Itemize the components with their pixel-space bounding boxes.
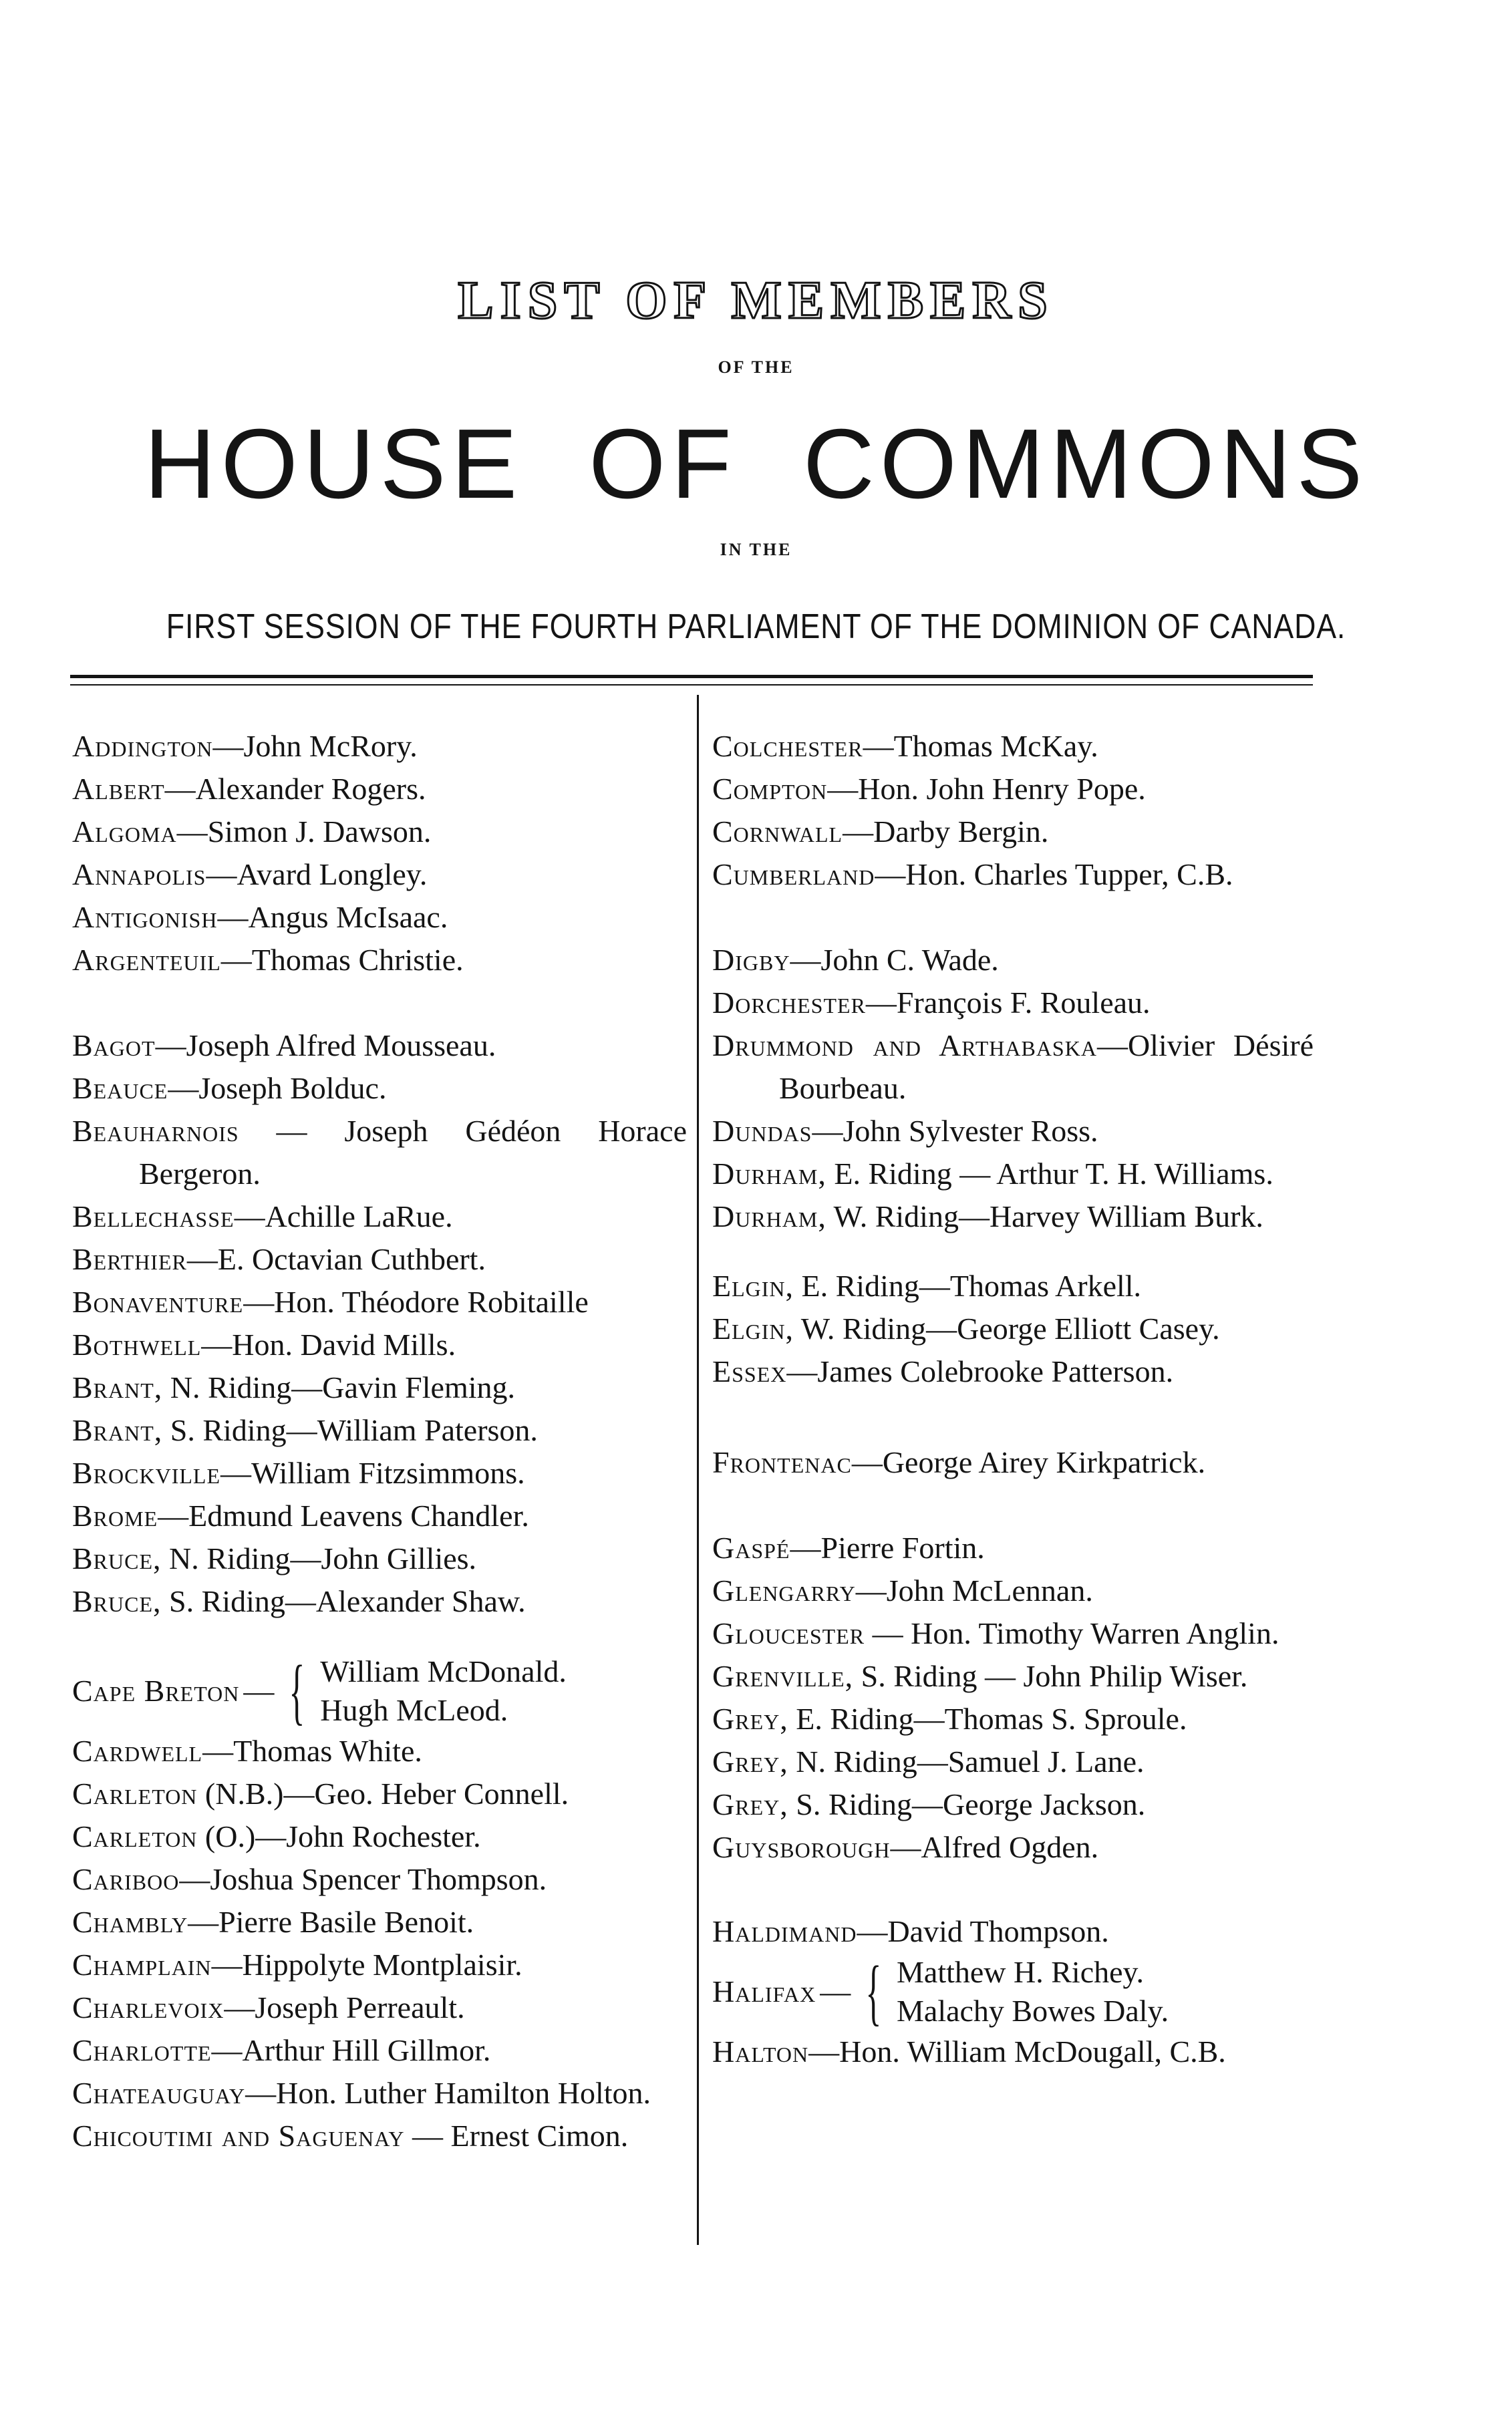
member-entry: [712, 1698, 1314, 1740]
constituency: Antigonish: [72, 900, 218, 934]
member-name: —Hon. John Henry Pope.: [827, 772, 1146, 806]
constituency: Albert: [72, 772, 165, 806]
constituency: Brant,: [72, 1370, 163, 1404]
title-house-of-commons: HOUSE OF COMMONS: [144, 409, 1368, 519]
member-entry: [72, 768, 687, 810]
member-entry: [72, 1366, 687, 1409]
member-entry: [712, 2030, 1314, 2073]
member-name: Malachy Bowes Daly.: [897, 1994, 1169, 2028]
member-name: —Pierre Basile Benoit.: [188, 1905, 474, 1939]
constituency: Dundas: [712, 1114, 812, 1148]
member-entry: [72, 1324, 687, 1366]
member-entry: [72, 1815, 687, 1858]
member-name: —Simon J. Dawson.: [176, 814, 432, 849]
double-rule-thin: [70, 684, 1313, 686]
constituency: Gaspé: [712, 1531, 790, 1565]
member-name: S. Riding—Alexander Shaw.: [161, 1584, 526, 1618]
member-name: —David Thompson.: [857, 1914, 1109, 1948]
constituency: Bothwell: [72, 1328, 202, 1362]
member-entry: [72, 896, 687, 939]
member-entry: [72, 1110, 687, 1195]
constituency: Cariboo: [72, 1862, 180, 1896]
member-name: E. Riding — Arthur T. H. Williams.: [826, 1157, 1273, 1191]
member-entry: [712, 1265, 1314, 1308]
member-name: —Achille LaRue.: [234, 1199, 453, 1233]
member-entry: [72, 1195, 687, 1238]
double-rule-thick: [70, 675, 1313, 678]
constituency: Colchester: [712, 729, 863, 763]
member-entry: [72, 1537, 687, 1580]
member-entry: [712, 1569, 1314, 1612]
member-name: E. Riding—Thomas S. Sproule.: [788, 1702, 1187, 1736]
member-name: —Olivier Désiré Bourbeau.: [779, 1028, 1314, 1105]
member-entry: [712, 1308, 1314, 1350]
member-name: —John C. Wade.: [790, 943, 999, 977]
member-name: —Joshua Spencer Thompson.: [179, 1862, 547, 1896]
member-name: —François F. Rouleau.: [865, 986, 1151, 1020]
constituency: Elgin,: [712, 1269, 794, 1303]
member-entry: [712, 853, 1314, 896]
member-name: —John Sylvester Ross.: [812, 1114, 1098, 1148]
member-name: W. Riding—George Elliott Casey.: [794, 1312, 1220, 1346]
member-name: —Hon. Luther Hamilton Holton.: [245, 2076, 651, 2110]
member-name: —Hon. David Mills.: [201, 1328, 456, 1362]
title-list-of-members: LIST OF MEMBERS: [458, 271, 1054, 330]
constituency: Charlevoix: [72, 1990, 224, 2024]
member-entry: [712, 1441, 1314, 1484]
constituency: Gloucester: [712, 1616, 865, 1650]
constituency: Cornwall: [712, 814, 843, 849]
constituency: Bellechasse: [72, 1199, 235, 1233]
section-gap: [712, 1393, 1314, 1441]
member-entry: [712, 1826, 1314, 1869]
member-name: —Hippolyte Montplaisir.: [211, 1948, 522, 1982]
member-entry: [72, 2115, 687, 2157]
member-name: —Pierre Fortin.: [790, 1531, 985, 1565]
constituency: Halifax: [712, 1974, 816, 2008]
member-name: —Joseph Perreault.: [224, 1990, 465, 2024]
section-gap: [712, 1869, 1314, 1910]
constituency: Bonaventure: [72, 1285, 244, 1319]
member-name: —Joseph Alfred Mousseau.: [155, 1028, 496, 1062]
constituency: Cape Breton: [72, 1674, 240, 1708]
constituency: Durham,: [712, 1157, 826, 1191]
member-name: —William Fitzsimmons.: [220, 1456, 525, 1490]
member-name: —Hon. Charles Tupper, C.B.: [875, 857, 1233, 891]
member-entry: [72, 1409, 687, 1452]
member-name: W. Riding—Harvey William Burk.: [826, 1199, 1263, 1233]
member-entry: [712, 1783, 1314, 1826]
section-gap: [72, 981, 687, 1024]
constituency: Carleton: [72, 1819, 198, 1853]
dash-glyph: —: [820, 1974, 851, 2008]
member-name: —Thomas McKay.: [863, 729, 1098, 763]
member-entry: [72, 1024, 687, 1067]
brace-glyph: {: [865, 1951, 882, 2032]
member-entry: [712, 1195, 1314, 1238]
constituency: Annapolis: [72, 857, 206, 891]
constituency: Compton: [712, 772, 828, 806]
section-gap: [712, 1238, 1314, 1265]
member-name: —Avard Longley.: [206, 857, 428, 891]
constituency: Digby: [712, 943, 790, 977]
constituency: Argenteuil: [72, 943, 221, 977]
constituency: Grey,: [712, 1787, 788, 1821]
constituency: Bruce,: [72, 1541, 162, 1575]
constituency: Grey,: [712, 1702, 788, 1736]
constituency: Essex: [712, 1354, 787, 1388]
member-name: (N.B.)—Geo. Heber Connell.: [197, 1777, 569, 1811]
member-name: (O.)—John Rochester.: [197, 1819, 481, 1853]
member-name: —Thomas White.: [202, 1734, 422, 1768]
dash-glyph: —: [243, 1674, 275, 1708]
member-entry: [712, 1024, 1314, 1110]
member-entry: [72, 2029, 687, 2072]
member-entry: [72, 725, 687, 768]
constituency: Grenville,: [712, 1659, 854, 1693]
member-name: —E. Octavian Cuthbert.: [186, 1242, 486, 1276]
member-name: — Ernest Cimon.: [404, 2119, 629, 2153]
constituency: Halton: [712, 2034, 809, 2069]
member-name: S. Riding—George Jackson.: [788, 1787, 1146, 1821]
member-name: N. Riding—Samuel J. Lane.: [788, 1745, 1145, 1779]
member-entry: [72, 1986, 687, 2029]
constituency: Chicoutimi and Saguenay: [72, 2119, 405, 2153]
member-name: —John McRory.: [212, 729, 418, 763]
session-heading: FIRST SESSION OF THE FOURTH PARLIAMENT OF THE DOMINION OF CANADA.: [166, 607, 1346, 646]
constituency: Cardwell: [72, 1734, 203, 1768]
member-name: —Edmund Leavens Chandler.: [158, 1499, 529, 1533]
member-name: E. Riding—Thomas Arkell.: [794, 1269, 1142, 1303]
in-the-label: IN THE: [720, 540, 792, 559]
member-entry: [72, 1452, 687, 1495]
member-name: William McDonald.: [320, 1654, 567, 1688]
member-name: —Angus McIsaac.: [217, 900, 448, 934]
constituency: Elgin,: [712, 1312, 794, 1346]
constituency: Bagot: [72, 1028, 156, 1062]
member-name: —Hon. Théodore Robitaille: [243, 1285, 589, 1319]
member-name: Matthew H. Richey.: [897, 1955, 1145, 1989]
member-entry: [712, 1527, 1314, 1569]
constituency: Haldimand: [712, 1914, 857, 1948]
constituency: Frontenac: [712, 1445, 852, 1479]
member-entry: [712, 768, 1314, 810]
member-name: N. Riding—Gavin Fleming.: [162, 1370, 516, 1404]
member-entry: [712, 1910, 1314, 1953]
constituency: Chambly: [72, 1905, 188, 1939]
member-entry-braced: [72, 1652, 687, 1730]
member-entry: [72, 1901, 687, 1944]
column-divider: [697, 695, 699, 2245]
member-name: —George Airey Kirkpatrick.: [851, 1445, 1206, 1479]
member-entry: [72, 1773, 687, 1815]
right-column: [712, 725, 1314, 2073]
member-name: — Joseph Gédéon Horace Bergeron.: [139, 1114, 687, 1191]
member-name: —Alfred Ogden.: [890, 1830, 1099, 1864]
constituency: Brome: [72, 1499, 158, 1533]
member-entry: [72, 810, 687, 853]
member-name: N. Riding—John Gillies.: [161, 1541, 477, 1575]
member-name: Hugh McLeod.: [320, 1693, 508, 1727]
member-name: S. Riding—William Paterson.: [162, 1413, 538, 1447]
member-name: —Arthur Hill Gillmor.: [211, 2033, 491, 2067]
member-entry: [712, 1350, 1314, 1393]
member-entry: [712, 725, 1314, 768]
constituency: Berthier: [72, 1242, 187, 1276]
member-entry: [712, 981, 1314, 1024]
constituency: Grey,: [712, 1745, 788, 1779]
member-name: —James Colebrooke Patterson.: [786, 1354, 1174, 1388]
constituency: Chateauguay: [72, 2076, 246, 2110]
member-entry-braced: [712, 1953, 1314, 2030]
member-name: —Hon. William McDougall, C.B.: [808, 2034, 1226, 2069]
member-entry: [712, 1153, 1314, 1195]
constituency: Brant,: [72, 1413, 163, 1447]
member-entry: [72, 939, 687, 981]
constituency: Beauce: [72, 1071, 168, 1105]
member-entry: [712, 810, 1314, 853]
member-name: S. Riding — John Philip Wiser.: [853, 1659, 1248, 1693]
member-entry: [72, 1858, 687, 1901]
constituency: Beauharnois: [72, 1114, 239, 1148]
member-entry: [72, 1238, 687, 1281]
constituency: Carleton: [72, 1777, 198, 1811]
constituency: Brockville: [72, 1456, 220, 1490]
of-the-label: OF THE: [718, 357, 794, 377]
constituency: Champlain: [72, 1948, 212, 1982]
member-entry: [712, 1655, 1314, 1698]
member-entry: [72, 1944, 687, 1986]
constituency: Cumberland: [712, 857, 875, 891]
section-gap: [72, 1623, 687, 1652]
member-entry: [72, 2072, 687, 2115]
brace-glyph: {: [289, 1650, 305, 1732]
member-entry: [712, 1110, 1314, 1153]
section-gap: [712, 896, 1314, 939]
constituency: Bruce,: [72, 1584, 162, 1618]
member-name: — Hon. Timothy Warren Anglin.: [865, 1616, 1279, 1650]
member-name: —John McLennan.: [855, 1573, 1093, 1608]
constituency: Algoma: [72, 814, 177, 849]
left-column: [72, 725, 687, 2157]
constituency: Guysborough: [712, 1830, 891, 1864]
member-entry: [72, 1067, 687, 1110]
member-entry: [72, 1495, 687, 1537]
member-name: —Alexander Rogers.: [164, 772, 426, 806]
constituency: Charlotte: [72, 2033, 212, 2067]
member-names: [320, 1652, 567, 1730]
member-entry: [72, 1281, 687, 1324]
constituency: Addington: [72, 729, 213, 763]
member-names: [897, 1953, 1169, 2030]
section-gap: [712, 1484, 1314, 1527]
member-name: —Joseph Bolduc.: [168, 1071, 387, 1105]
member-name: —Thomas Christie.: [220, 943, 464, 977]
member-entry: [72, 1580, 687, 1623]
constituency: Durham,: [712, 1199, 826, 1233]
member-entry: [72, 853, 687, 896]
member-entry: [712, 1740, 1314, 1783]
member-entry: [712, 939, 1314, 981]
member-entry: [72, 1730, 687, 1773]
constituency: Drummond and Arthabaska: [712, 1028, 1097, 1062]
member-entry: [712, 1612, 1314, 1655]
constituency: Dorchester: [712, 986, 866, 1020]
constituency: Glengarry: [712, 1573, 856, 1608]
member-name: —Darby Bergin.: [843, 814, 1049, 849]
